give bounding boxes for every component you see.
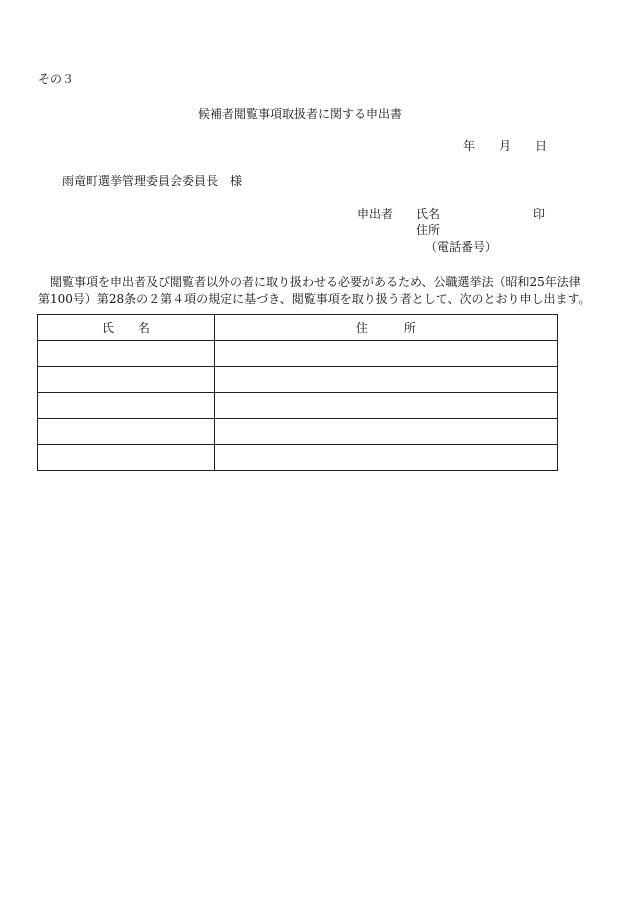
applicant-name-label: 氏名	[416, 207, 441, 221]
date-day-label: 日	[535, 139, 548, 153]
table-row	[38, 393, 558, 419]
table-row	[38, 367, 558, 393]
address-cell[interactable]	[214, 341, 557, 367]
applicant-phone-label: （電話番号）	[425, 240, 498, 254]
applicant-label: 申出者	[357, 207, 394, 221]
body-line-2: 第100号）第28条の２第４項の規定に基づき、閲覧事項を取り扱う者として、次のとおり申し出ます。	[38, 292, 591, 306]
applicant-address-label: 住所	[416, 223, 441, 237]
table-row	[38, 341, 558, 367]
address-cell[interactable]	[214, 367, 557, 393]
form-number: その３	[38, 72, 75, 86]
address-cell[interactable]	[214, 393, 557, 419]
date-month-label: 月	[499, 139, 512, 153]
name-cell[interactable]	[38, 393, 215, 419]
address-cell[interactable]	[214, 419, 557, 445]
body-line-1: 閲覧事項を申出者及び閲覧者以外の者に取り扱わせる必要があるため、公職選挙法（昭和25年法律	[38, 275, 581, 289]
table-header-row	[38, 315, 558, 341]
name-cell[interactable]	[38, 341, 215, 367]
seal-label: 印	[533, 207, 546, 221]
body-paragraph	[38, 274, 591, 308]
name-column-header: 氏 名	[38, 315, 215, 341]
date-year-label: 年	[463, 139, 476, 153]
name-cell[interactable]	[38, 367, 215, 393]
document-title: 候補者閲覧事項取扱者に関する申出書	[198, 107, 403, 121]
name-cell[interactable]	[38, 419, 215, 445]
table-row	[38, 419, 558, 445]
addressee: 雨竜町選挙管理委員会委員長 様	[62, 174, 243, 188]
address-cell[interactable]	[214, 445, 557, 471]
table-row	[38, 445, 558, 471]
name-cell[interactable]	[38, 445, 215, 471]
address-column-header: 住 所	[214, 315, 557, 341]
handler-table	[37, 314, 558, 471]
